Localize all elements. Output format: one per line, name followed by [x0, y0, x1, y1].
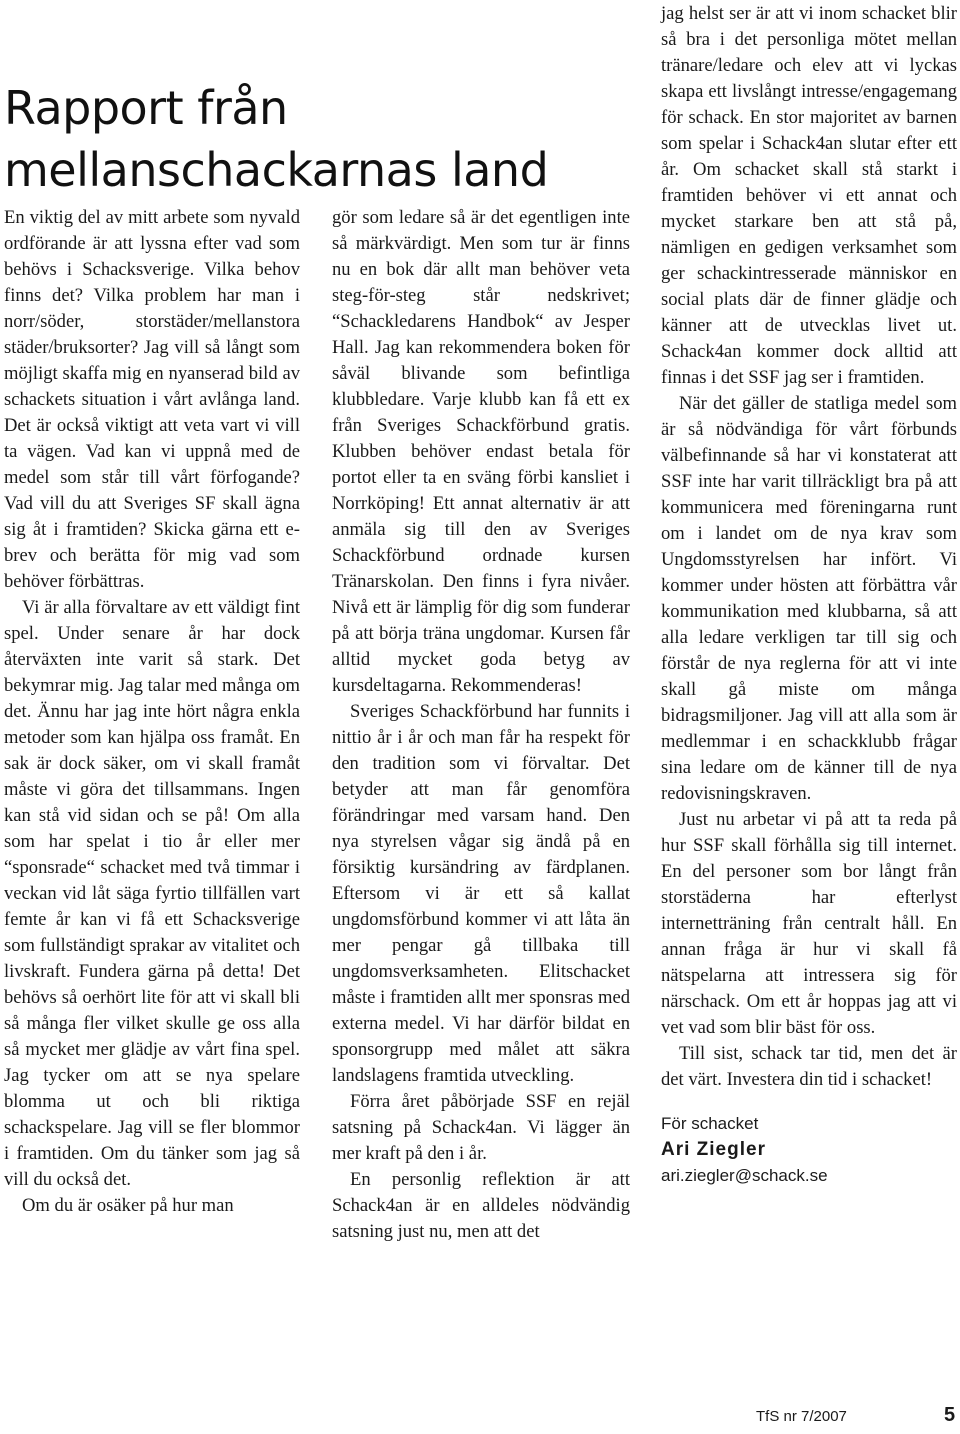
article-title — [4, 77, 644, 201]
column-2 — [332, 205, 630, 1245]
paragraph: En viktig del av mitt arbete som nyvald ordförande är att lyssna efter vad som behövs i Schacksverige. Vilka behov finns det? Vilka problem har man i norr/söder, storstäder/mellanstora städer/bruksorter? Jag vill så långt som möjligt skaffa mig en nyanserad bild av schackets situation i vårt avlånga land. Det är också viktigt att veta vart vi vill ta vägen. Vad kan vi uppnå med de medel som står till vårt förfogande? Vad vill du att Sveriges SF skall ägna sig åt i framtiden? Skicka gärna ett e-brev och berätta för mig vad som behöver förbättras. — [4, 207, 300, 592]
paragraph: En personlig reflektion är att Schack4an är en alldeles nödvändig satsning just nu, men att det — [332, 1169, 630, 1242]
paragraph: Till sist, schack tar tid, men det är det värt. Investera din tid i schacket! — [661, 1043, 957, 1090]
issue-label: TfS nr 7/2007 — [756, 1408, 847, 1425]
paragraph: Just nu arbetar vi på att ta reda på hur SSF skall förhålla sig till internet. En del personer som bor långt från storstäderna har efterlyst internetträning från centralt håll. En annan fråga är hur vi skall få nätspelarna att intressera sig för närschack. Om ett år hoppas jag att vi vet vad som blir bäst för oss. — [661, 809, 957, 1038]
signature-email[interactable]: ari.ziegler@schack.se — [661, 1166, 828, 1185]
signature — [661, 1111, 957, 1189]
page-footer — [720, 1406, 960, 1430]
signature-org: För schacket — [661, 1114, 759, 1133]
paragraph: jag helst ser är att vi inom schacket blir så bra i det personliga mötet mellan tränare/ledare och elev att vi lyckas skapa ett livslångt intresse/engagemang för schack. En stor majoritet av barnen som spelar i Schack4an slutar efter ett år. Om schacket skall stå starkt i framtiden behöver vi ett annat och mycket starkare ben att stå på, nämligen en gedigen verksamhet som ger schackintresserade människor en social plats där de finner glädje och känner att de utvecklas livet ut. Schack4an kommer dock alltid att finnas i det SSF jag ser i framtiden. — [661, 3, 957, 388]
page-number: 5 — [944, 1404, 956, 1426]
paragraph: gör som ledare så är det egentligen inte så märkvärdigt. Men som tur är finns nu en bok där allt man behöver veta steg-för-steg står nedskrivet; “Schackledarens Handbok“ av Jesper Hall. Jag kan rekommendera boken för såväl blivande som befintliga klubbledare. Varje klubb kan få ett ex från Sveriges Schackförbund gratis. Klubben behöver endast betala för portot eller ta en sväng förbi kansliet i Norrköping! Ett annat alternativ är att anmäla sig till den av Sveriges Schackförbund ordnade kursen Tränarskolan. Den finns i fyra nivåer. Nivå ett är lämplig för dig som funderar på att börja träna ungdomar. Kursen får alltid mycket goda betyg av kursdeltagarna. Rekommenderas! — [332, 207, 630, 696]
paragraph: Om du är osäker på hur man — [22, 1195, 234, 1216]
column-3 — [661, 1, 957, 1189]
paragraph: När det gäller de statliga medel som är så nödvändiga för vårt förbunds välbefinnande så har vi konstaterat att SSF inte har varit tillräckligt bra på att kommunicera med föreningarna runt om i landet om de nya krav som Ungdomsstyrelsen har infört. Vi kommer under hösten att förbättra vår kommunikation med klubbarna, så att alla ledare verkligen tar till sig och förstår de nya reglerna för att vi inte skall gå miste om många bidragsmiljoner. Jag vill att alla som är medlemmar i en schackklubb frågar sina ledare om de känner till de nya redovisningskraven. — [661, 393, 957, 804]
title-line-2: mellanschackarnas land — [4, 142, 549, 197]
paragraph: Förra året påbörjade SSF en rejäl satsning på Schack4an. Vi lägger än mer kraft på den i år. — [332, 1091, 630, 1164]
title-line-1: Rapport från — [4, 80, 288, 135]
paragraph: Sveriges Schackförbund har funnits i nittio år i år och man får ha respekt för den tradition som vi förvaltar. Det betyder att man får genomföra förändringar med varsam hand. Den nya styrelsen vågar sig ändå på en försiktig kursändring av färdplanen. Eftersom vi är ett så kallat ungdomsförbund kommer vi att låta än mer pengar gå tillbaka till ungdomsverksamheten. Elitschacket måste i framtiden allt mer sponsras med externa medel. Vi har därför bildat en sponsorgrupp med målet att säkra landslagens framtida utveckling. — [332, 701, 630, 1086]
paragraph: Vi är alla förvaltare av ett väldigt fint spel. Under senare år har dock återväxten inte varit så stark. Det bekymrar mig. Jag talar med många om det. Ännu har jag inte hört några enkla metoder som kan hjälpa oss framåt. En sak är dock säker, om vi skall framåt måste vi göra det tillsammans. Ingen kan stå vid sidan och se på! Om alla som har spelat i tio år eller mer “sponsrade“ schacket med två timmar i veckan vid låt säga fyrtio tillfällen vart femte år kan vi få ett Schacksverige som fullständigt sprakar av vitalitet och livskraft. Fundera gärna på detta! Det behövs så oerhört lite för att vi skall bli så många fler vilket skulle ge oss alla så mycket mer glädje av vårt fina spel. Jag tycker om att se nya spelare blomma ut och bli riktiga schackspelare. Jag vill se fler blommor i framtiden. Om du tänker som jag så vill du också det. — [4, 597, 300, 1190]
signature-name: Ari Ziegler — [661, 1139, 766, 1160]
column-1 — [4, 205, 300, 1219]
